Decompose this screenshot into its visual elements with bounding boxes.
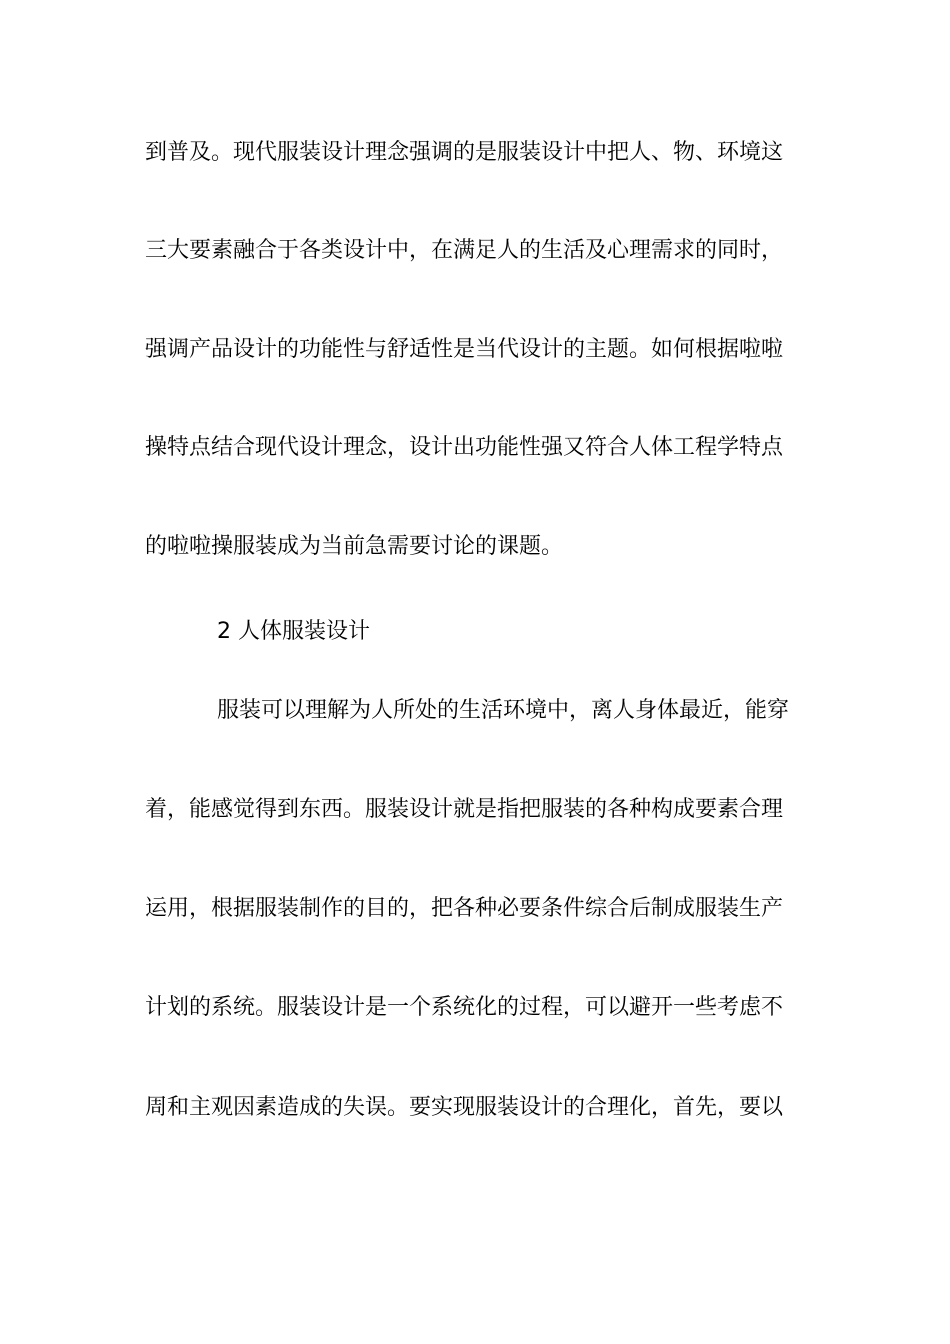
paragraph-line: 操特点结合现代设计理念，设计出功能性强又符合人体工程学特点 bbox=[145, 435, 784, 460]
paragraph-line: 运用，根据服装制作的目的，把各种必要条件综合后制成服装生产 bbox=[145, 896, 784, 921]
paragraph-line: 计划的系统。服装设计是一个系统化的过程，可以避开一些考虑不 bbox=[145, 995, 784, 1020]
section-heading: 2 人体服装设计 bbox=[217, 619, 370, 644]
paragraph-line: 周和主观因素造成的失误。要实现服装设计的合理化，首先，要以 bbox=[145, 1095, 784, 1120]
paragraph-line: 三大要素融合于各类设计中，在满足人的生活及心理需求的同时， bbox=[145, 238, 784, 263]
paragraph-line: 服装可以理解为人所处的生活环境中，离人身体最近，能穿 bbox=[217, 698, 790, 723]
paragraph-line: 着，能感觉得到东西。服装设计就是指把服装的各种构成要素合理 bbox=[145, 797, 784, 822]
paragraph-line: 到普及。现代服装设计理念强调的是服装设计中把人、物、环境这 bbox=[145, 140, 784, 165]
paragraph-line: 强调产品设计的功能性与舒适性是当代设计的主题。如何根据啦啦 bbox=[145, 337, 784, 362]
paragraph-line: 的啦啦操服装成为当前急需要讨论的课题。 bbox=[145, 534, 564, 559]
